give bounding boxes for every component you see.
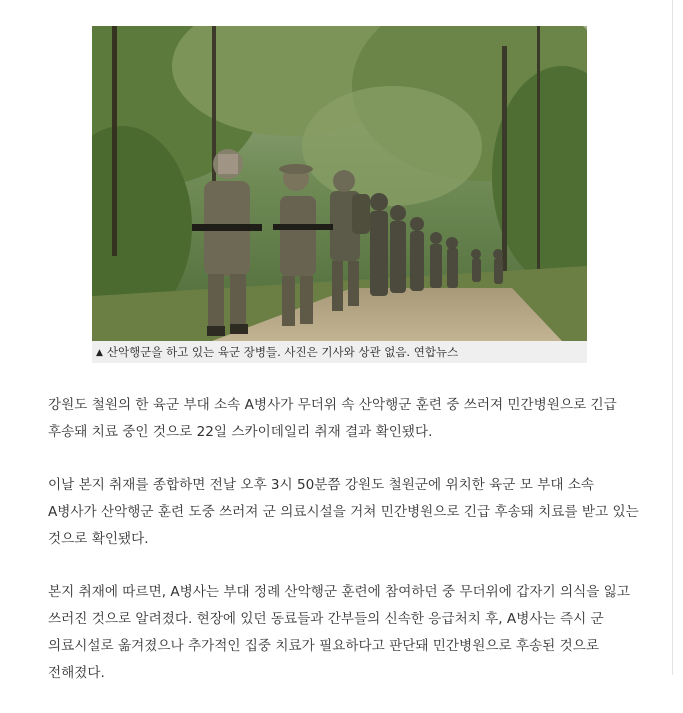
article-paragraph: 본지 취재에 따르면, A병사는 부대 정례 산악행군 훈련에 참여하던 중 무더위에 갑자기 의식을 잃고 쓰러진 것으로 알려졌다. 현장에 있던 동료들과 간부들의 신속한 응급처치 후, A병사는 즉시 군 의료시설로 옮겨졌으나 추가적인 집중 치료가 필요하다고 판단돼 민간병원으로 후송된 것으로 전해졌다.	[48, 584, 630, 681]
article-figure	[92, 26, 587, 363]
article-paragraph: 강원도 철원의 한 육군 부대 소속 A병사가 무더위 속 산악행군 훈련 중 쓰러져 민간병원으로 긴급 후송돼 치료 중인 것으로 22일 스카이데일리 취재 결과 확인됐다.	[48, 397, 617, 440]
article-body	[48, 392, 643, 713]
triangle-up-icon: ▲	[96, 348, 103, 358]
page-edge-divider	[672, 0, 673, 675]
photo-caption	[92, 341, 587, 363]
soldiers-hiking-photo[interactable]	[92, 26, 587, 341]
article-paragraph: 이날 본지 취재를 종합하면 전날 오후 3시 50분쯤 강원도 철원군에 위치한 육군 모 부대 소속 A병사가 산악행군 훈련 도중 쓰러져 군 의료시설을 거쳐 민간병원으로 긴급 후송돼 치료를 받고 있는 것으로 확인됐다.	[48, 477, 639, 547]
photo-caption-text: 산악행군을 하고 있는 육군 장병들. 사진은 기사와 상관 없음. 연합뉴스	[106, 345, 459, 359]
